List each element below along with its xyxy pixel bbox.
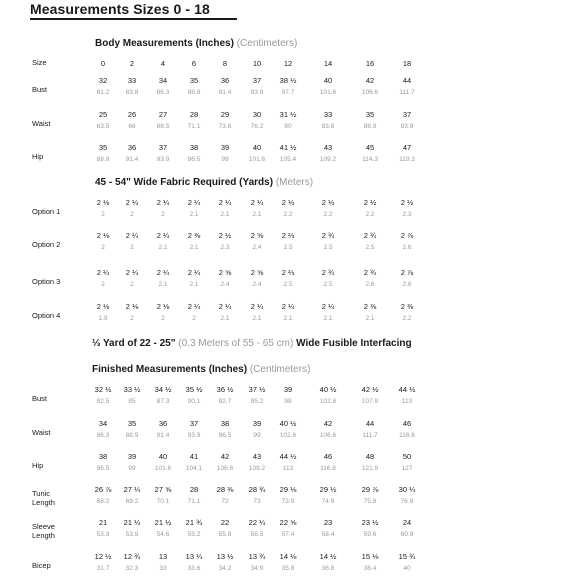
- fabric-metric-value: 2.1: [189, 281, 199, 288]
- fabric-value: 2 ¼: [187, 302, 201, 311]
- body-metric-value: 105.4: [279, 156, 297, 163]
- fabric-title: 45 - 54" Wide Fabric Required (Yards): [95, 177, 274, 188]
- fabric-metric-value: 2: [101, 211, 105, 218]
- finished-metric-value: 56.5: [250, 531, 264, 538]
- size-value: 6: [191, 59, 197, 68]
- finished-metric-value: 82.5: [96, 398, 110, 405]
- finished-row-label: Bust: [32, 394, 48, 403]
- body-value: 25: [98, 110, 108, 119]
- finished-value: 29 ⅞: [361, 485, 379, 494]
- finished-value: 34: [98, 419, 108, 428]
- fabric-value: 2 ¼: [250, 302, 264, 311]
- fabric-value: 2 ⅛: [96, 231, 110, 240]
- finished-metric-value: 92.7: [218, 398, 232, 405]
- body-metric-value: 119.3: [399, 156, 415, 163]
- fabric-metric-value: 2.5: [323, 281, 333, 288]
- finished-row-label: Bicep: [32, 561, 51, 570]
- body-metric-value: 86.3: [156, 89, 170, 96]
- fabric-value: 2 ¼: [156, 268, 170, 277]
- finished-metric-value: 75.8: [363, 498, 377, 505]
- fabric-metric-value: 2.3: [402, 211, 412, 218]
- finished-metric-value: 55.2: [187, 531, 201, 538]
- fabric-metric-value: 2.2: [283, 211, 293, 218]
- body-row-label: Bust: [32, 85, 48, 94]
- size-value: 14: [323, 59, 333, 68]
- body-value: 47: [402, 143, 412, 152]
- finished-value: 38: [220, 419, 230, 428]
- size-value: 8: [222, 59, 228, 68]
- finished-metric-value: 71.1: [187, 498, 201, 505]
- finished-value: 32 ½: [94, 385, 112, 394]
- body-metric-value: 111.7: [399, 89, 415, 96]
- finished-metric-value: 127: [401, 465, 413, 472]
- body-value: 38 ½: [279, 76, 297, 85]
- fabric-value: 2 ⅞: [400, 268, 414, 277]
- fabric-value: 2 ¼: [96, 268, 110, 277]
- size-value: 18: [402, 59, 412, 68]
- finished-value: 50: [402, 452, 412, 461]
- finished-metric-value: 102.8: [319, 398, 337, 405]
- finished-value: 44 ½: [398, 385, 416, 394]
- finished-value: 21 ½: [154, 518, 172, 527]
- fabric-metric-value: 2: [130, 315, 134, 322]
- body-metric-value: 93.9: [400, 123, 414, 130]
- fabric-metric-value: 2: [192, 315, 196, 322]
- finished-metric-value: 70.1: [156, 498, 170, 505]
- finished-value: 35: [127, 419, 137, 428]
- fabric-metric-value: 1.9: [98, 315, 108, 322]
- finished-metric-value: 116.8: [399, 432, 415, 439]
- body-value: 28: [189, 110, 199, 119]
- fabric-metric-value: 2.1: [220, 315, 230, 322]
- body-value: 34: [158, 76, 168, 85]
- fabric-value: 2 ⅝: [250, 231, 264, 240]
- body-metric-value: 80: [284, 123, 292, 130]
- body-metric-value: 91.4: [125, 156, 139, 163]
- finished-value: 40 ½: [319, 385, 337, 394]
- finished-metric-value: 54.6: [156, 531, 170, 538]
- finished-value: 12 ½: [94, 552, 112, 561]
- fabric-metric-value: 2.4: [220, 281, 230, 288]
- fabric-metric-value: 2.2: [402, 315, 412, 322]
- finished-metric-value: 99: [128, 465, 136, 472]
- finished-value: 27 ⅝: [154, 485, 172, 494]
- size-value: 10: [252, 59, 262, 68]
- fabric-metric-value: 2: [161, 315, 165, 322]
- fabric-value: 2 ⅞: [400, 231, 414, 240]
- body-metric-value: 96.5: [187, 156, 201, 163]
- finished-value: 23 ½: [361, 518, 379, 527]
- fabric-row-label: Option 2: [32, 240, 61, 249]
- finished-metric-value: 32.3: [125, 565, 139, 572]
- finished-row-label: Hip: [32, 461, 44, 470]
- size-value: 2: [129, 59, 135, 68]
- finished-metric-value: 106.6: [319, 432, 337, 439]
- finished-value: 13: [158, 552, 168, 561]
- fabric-metric-value: 2.6: [402, 281, 412, 288]
- finished-metric-value: 60.9: [400, 531, 414, 538]
- finished-metric-value: 68.2: [96, 498, 110, 505]
- finished-metric-value: 73: [253, 498, 261, 505]
- finished-metric-value: 31.7: [96, 565, 110, 572]
- fabric-value: 2 ⅛: [156, 302, 170, 311]
- finished-value: 42 ½: [361, 385, 379, 394]
- fabric-value: 2 ⅓: [321, 198, 335, 207]
- body-value: 37: [252, 76, 262, 85]
- finished-metric-value: 111.7: [362, 432, 378, 439]
- fabric-metric-value: 2: [130, 281, 134, 288]
- finished-metric-value: 73.9: [281, 498, 295, 505]
- finished-value: 24: [402, 518, 412, 527]
- finished-metric-value: 72: [221, 498, 229, 505]
- body-value: 38: [189, 143, 199, 152]
- finished-value: 43: [252, 452, 262, 461]
- finished-value: 33 ½: [123, 385, 141, 394]
- finished-value: 28: [189, 485, 199, 494]
- finished-title: Finished Measurements (Inches): [92, 364, 248, 375]
- finished-metric-value: 59.6: [363, 531, 377, 538]
- size-label: Size: [32, 58, 47, 67]
- body-metric-value: 76.2: [250, 123, 264, 130]
- finished-metric-value: 116.8: [320, 465, 336, 472]
- fabric-row-label: Option 1: [32, 207, 61, 216]
- body-metric-value: 93.9: [250, 89, 264, 96]
- finished-metric-value: 53.9: [125, 531, 139, 538]
- fabric-metric-value: 2.6: [365, 281, 375, 288]
- body-value: 36: [220, 76, 230, 85]
- fabric-value: 2 ⅜: [363, 302, 377, 311]
- finished-value: 29 ½: [319, 485, 337, 494]
- fabric-value: 2 ⅜: [400, 302, 414, 311]
- finished-metric-value: 96.5: [218, 432, 232, 439]
- body-metric-value: 106.6: [361, 89, 379, 96]
- fabric-value: 2 ⅛: [125, 302, 139, 311]
- finished-metric-value: 76.8: [400, 498, 414, 505]
- fabric-metric-value: 2.1: [252, 315, 262, 322]
- finished-value: 22: [220, 518, 230, 527]
- body-value: 39: [220, 143, 230, 152]
- body-value: 45: [365, 143, 375, 152]
- fabric-metric-value: 2.1: [158, 244, 168, 251]
- finished-value: 34 ½: [154, 385, 172, 394]
- finished-value: 13 ¼: [185, 552, 203, 561]
- body-metric-value: 114.3: [362, 156, 378, 163]
- body-metric-value: 88.9: [363, 123, 377, 130]
- finished-value: 48: [365, 452, 375, 461]
- finished-metric-value: 99: [284, 398, 292, 405]
- fabric-metric-value: 2.5: [283, 244, 293, 251]
- fabric-metric-value: 2.5: [365, 244, 375, 251]
- finished-metric-value: 113: [401, 398, 413, 405]
- finished-metric-value: 69.2: [125, 498, 139, 505]
- finished-value: 37: [189, 419, 199, 428]
- fabric-metric-value: 2.6: [402, 244, 412, 251]
- fabric-metric-value: 2: [130, 244, 134, 251]
- size-value: 4: [160, 59, 166, 68]
- body-metric-value: 101.6: [319, 89, 337, 96]
- finished-value: 28 ⅜: [216, 485, 234, 494]
- finished-value: 22 ¼: [248, 518, 266, 527]
- fabric-metric-value: 2.1: [283, 315, 293, 322]
- fabric-metric-value: 2.1: [158, 281, 168, 288]
- body-value: 35: [98, 143, 108, 152]
- finished-metric-value: 34.2: [218, 565, 232, 572]
- body-metric-value: 97.7: [281, 89, 295, 96]
- body-metric-value: 99: [221, 156, 229, 163]
- finished-value: 15 ⅛: [361, 552, 379, 561]
- body-metric-value: 109.2: [319, 156, 337, 163]
- finished-value: 46: [323, 452, 333, 461]
- finished-metric-value: 113: [282, 465, 294, 472]
- body-row-label: Hip: [32, 152, 44, 161]
- fabric-metric-value: 2.1: [365, 315, 375, 322]
- finished-metric-value: 33.6: [187, 565, 201, 572]
- fabric-metric-value: 2.4: [252, 281, 262, 288]
- finished-title-alt: (Centimeters): [249, 364, 311, 375]
- finished-value: 13 ½: [216, 552, 234, 561]
- fabric-metric-value: 2.1: [220, 211, 230, 218]
- finished-value: 36 ½: [216, 385, 234, 394]
- finished-value: 36: [158, 419, 168, 428]
- finished-metric-value: 104.1: [185, 465, 203, 472]
- finished-row-label: Waist: [32, 428, 51, 437]
- fabric-metric-value: 2.1: [252, 211, 262, 218]
- fabric-value: 2 ¼: [156, 231, 170, 240]
- body-metric-value: 81.2: [96, 89, 110, 96]
- fabric-value: 2 ⅜: [187, 231, 201, 240]
- body-metric-value: 101.6: [248, 156, 266, 163]
- size-value: 12: [283, 59, 293, 68]
- finished-value: 21 ¼: [123, 518, 141, 527]
- finished-value: 21 ¾: [185, 518, 203, 527]
- fabric-metric-value: 2.1: [323, 315, 333, 322]
- body-measurements-heading: [95, 38, 297, 49]
- body-value: 33: [323, 110, 333, 119]
- fabric-metric-value: 2.3: [220, 244, 230, 251]
- finished-value: 41: [189, 452, 199, 461]
- fabric-row-label: Option 3: [32, 277, 61, 286]
- fabric-value: 2 ¼: [156, 198, 170, 207]
- body-measurements-title: Body Measurements (Inches): [95, 38, 234, 49]
- finished-metric-value: 38.4: [363, 565, 377, 572]
- body-metric-value: 93.9: [156, 156, 170, 163]
- finished-value: 37 ½: [248, 385, 266, 394]
- finished-value: 29 ⅛: [279, 485, 297, 494]
- finished-metric-value: 96.5: [96, 465, 110, 472]
- fabric-value: 2 ¼: [125, 198, 139, 207]
- fabric-value: 2 ¾: [321, 268, 335, 277]
- body-value: 37: [402, 110, 412, 119]
- finished-metric-value: 34.9: [250, 565, 264, 572]
- body-metric-value: 66: [128, 123, 136, 130]
- finished-metric-value: 106.6: [216, 465, 234, 472]
- body-metric-value: 73.6: [218, 123, 232, 130]
- body-value: 35: [189, 76, 199, 85]
- interfacing-title-alt: (0.3 Meters of 55 - 65 cm): [178, 338, 294, 349]
- finished-value: 39: [283, 385, 293, 394]
- fabric-metric-value: 2.2: [323, 211, 333, 218]
- finished-value: 23: [323, 518, 333, 527]
- body-value: 29: [220, 110, 230, 119]
- fabric-value: 2 ¼: [125, 268, 139, 277]
- fabric-metric-value: 2.4: [252, 244, 262, 251]
- fabric-row-label: Option 4: [32, 311, 61, 320]
- finished-metric-value: 53.3: [96, 531, 110, 538]
- body-value: 40: [323, 76, 333, 85]
- finished-metric-value: 93.9: [187, 432, 201, 439]
- body-value: 36: [127, 143, 137, 152]
- body-metric-value: 88.9: [96, 156, 110, 163]
- interfacing-title-b: Wide Fusible Interfacing: [296, 338, 412, 349]
- finished-value: 35 ½: [185, 385, 203, 394]
- fabric-metric-value: 2: [161, 211, 165, 218]
- finished-metric-value: 91.4: [156, 432, 170, 439]
- body-value: 37: [158, 143, 168, 152]
- fabric-value: 2 ¼: [187, 198, 201, 207]
- body-metric-value: 83.8: [321, 123, 335, 130]
- body-value: 30: [252, 110, 262, 119]
- finished-value: 42: [220, 452, 230, 461]
- body-value: 40: [252, 143, 262, 152]
- finished-value: 28 ¾: [248, 485, 266, 494]
- finished-value: 13 ¾: [248, 552, 266, 561]
- fabric-value: 2 ⅛: [96, 302, 110, 311]
- fabric-value: 2 ¾: [321, 231, 335, 240]
- finished-metric-value: 86.3: [96, 432, 110, 439]
- body-metric-value: 71.1: [187, 123, 201, 130]
- finished-value: 14 ½: [319, 552, 337, 561]
- fabric-value: 2 ½: [218, 231, 232, 240]
- fabric-value: 2 ½: [363, 198, 377, 207]
- finished-metric-value: 87.3: [156, 398, 170, 405]
- fabric-value: 2 ⅔: [281, 231, 295, 240]
- finished-metric-value: 57.4: [281, 531, 295, 538]
- fabric-value: 2 ⅝: [218, 268, 232, 277]
- body-value: 35: [365, 110, 375, 119]
- body-value: 26: [127, 110, 137, 119]
- finished-value: 46: [402, 419, 412, 428]
- body-value: 31 ½: [279, 110, 297, 119]
- fabric-value: 2 ⅝: [250, 268, 264, 277]
- finished-value: 27 ¼: [123, 485, 141, 494]
- body-metric-value: 91.4: [218, 89, 232, 96]
- fabric-value: 2 ¼: [187, 268, 201, 277]
- finished-row-label: Tunic Length: [32, 489, 55, 507]
- fabric-value: 2 ⅛: [96, 198, 110, 207]
- body-value: 43: [323, 143, 333, 152]
- body-value: 44: [402, 76, 412, 85]
- finished-metric-value: 40: [403, 565, 411, 572]
- finished-metric-value: 55.8: [218, 531, 232, 538]
- fabric-metric-value: 2.1: [189, 244, 199, 251]
- finished-value: 21: [98, 518, 108, 527]
- finished-value: 38: [98, 452, 108, 461]
- finished-metric-value: 109.2: [248, 465, 266, 472]
- finished-value: 40 ½: [279, 419, 297, 428]
- finished-metric-value: 58.4: [321, 531, 335, 538]
- finished-metric-value: 35.8: [281, 565, 295, 572]
- finished-value: 26 ⅞: [94, 485, 112, 494]
- body-row-label: Waist: [32, 119, 51, 128]
- finished-metric-value: 107.9: [361, 398, 379, 405]
- finished-metric-value: 36.8: [321, 565, 335, 572]
- body-value: 42: [365, 76, 375, 85]
- fabric-value: 2 ¾: [363, 268, 377, 277]
- body-value: 32: [98, 76, 108, 85]
- fabric-title-alt: (Meters): [275, 177, 314, 188]
- body-metric-value: 88.9: [187, 89, 201, 96]
- fabric-heading: [95, 177, 313, 188]
- size-value: 0: [100, 59, 106, 68]
- finished-metric-value: 99: [253, 432, 261, 439]
- body-metric-value: 83.8: [125, 89, 139, 96]
- fabric-metric-value: 2.1: [189, 211, 199, 218]
- fabric-value: 2 ¼: [281, 302, 295, 311]
- finished-metric-value: 101.6: [154, 465, 172, 472]
- finished-metric-value: 33: [159, 565, 167, 572]
- fabric-value: 2 ¼: [218, 302, 232, 311]
- body-value: 41 ½: [279, 143, 297, 152]
- fabric-metric-value: 2: [101, 281, 105, 288]
- finished-value: 39: [127, 452, 137, 461]
- fabric-metric-value: 2: [101, 244, 105, 251]
- finished-measurements-heading: [92, 364, 310, 375]
- fabric-value: 2 ¼: [125, 231, 139, 240]
- finished-value: 42: [323, 419, 333, 428]
- fabric-value: 2 ¼: [218, 198, 232, 207]
- fabric-metric-value: 2.5: [323, 244, 333, 251]
- fabric-value: 2 ¾: [363, 231, 377, 240]
- fabric-metric-value: 2.5: [283, 281, 293, 288]
- finished-row-label: Sleeve Length: [32, 522, 55, 540]
- fabric-value: 2 ⅔: [281, 268, 295, 277]
- finished-metric-value: 90.1: [187, 398, 201, 405]
- interfacing-heading: [92, 338, 412, 349]
- finished-value: 15 ¾: [398, 552, 416, 561]
- fabric-value: 2 ¼: [321, 302, 335, 311]
- fabric-metric-value: 2: [130, 211, 134, 218]
- title-underline: [30, 18, 237, 20]
- finished-value: 44 ½: [279, 452, 297, 461]
- interfacing-title-a: ⅓ Yard of 22 - 25": [92, 338, 176, 349]
- finished-value: 14 ⅛: [279, 552, 297, 561]
- finished-metric-value: 102.8: [279, 432, 297, 439]
- fabric-value: 2 ⅓: [281, 198, 295, 207]
- finished-value: 44: [365, 419, 375, 428]
- finished-metric-value: 88.9: [125, 432, 139, 439]
- finished-value: 30 ¼: [398, 485, 416, 494]
- size-value: 16: [365, 59, 375, 68]
- finished-value: 22 ⅝: [279, 518, 297, 527]
- finished-metric-value: 74.9: [321, 498, 335, 505]
- finished-value: 39: [252, 419, 262, 428]
- finished-metric-value: 85: [128, 398, 136, 405]
- fabric-metric-value: 2.2: [365, 211, 375, 218]
- body-metric-value: 68.5: [156, 123, 170, 130]
- finished-value: 40: [158, 452, 168, 461]
- body-metric-value: 63.5: [96, 123, 110, 130]
- finished-metric-value: 95.2: [250, 398, 264, 405]
- finished-metric-value: 121.9: [361, 465, 379, 472]
- body-value: 27: [158, 110, 168, 119]
- page-title: Measurements Sizes 0 - 18: [30, 1, 210, 17]
- finished-value: 12 ¾: [123, 552, 141, 561]
- fabric-value: 2 ¼: [250, 198, 264, 207]
- body-measurements-title-alt: (Centimeters): [236, 38, 298, 49]
- fabric-value: 2 ½: [400, 198, 414, 207]
- body-value: 33: [127, 76, 137, 85]
